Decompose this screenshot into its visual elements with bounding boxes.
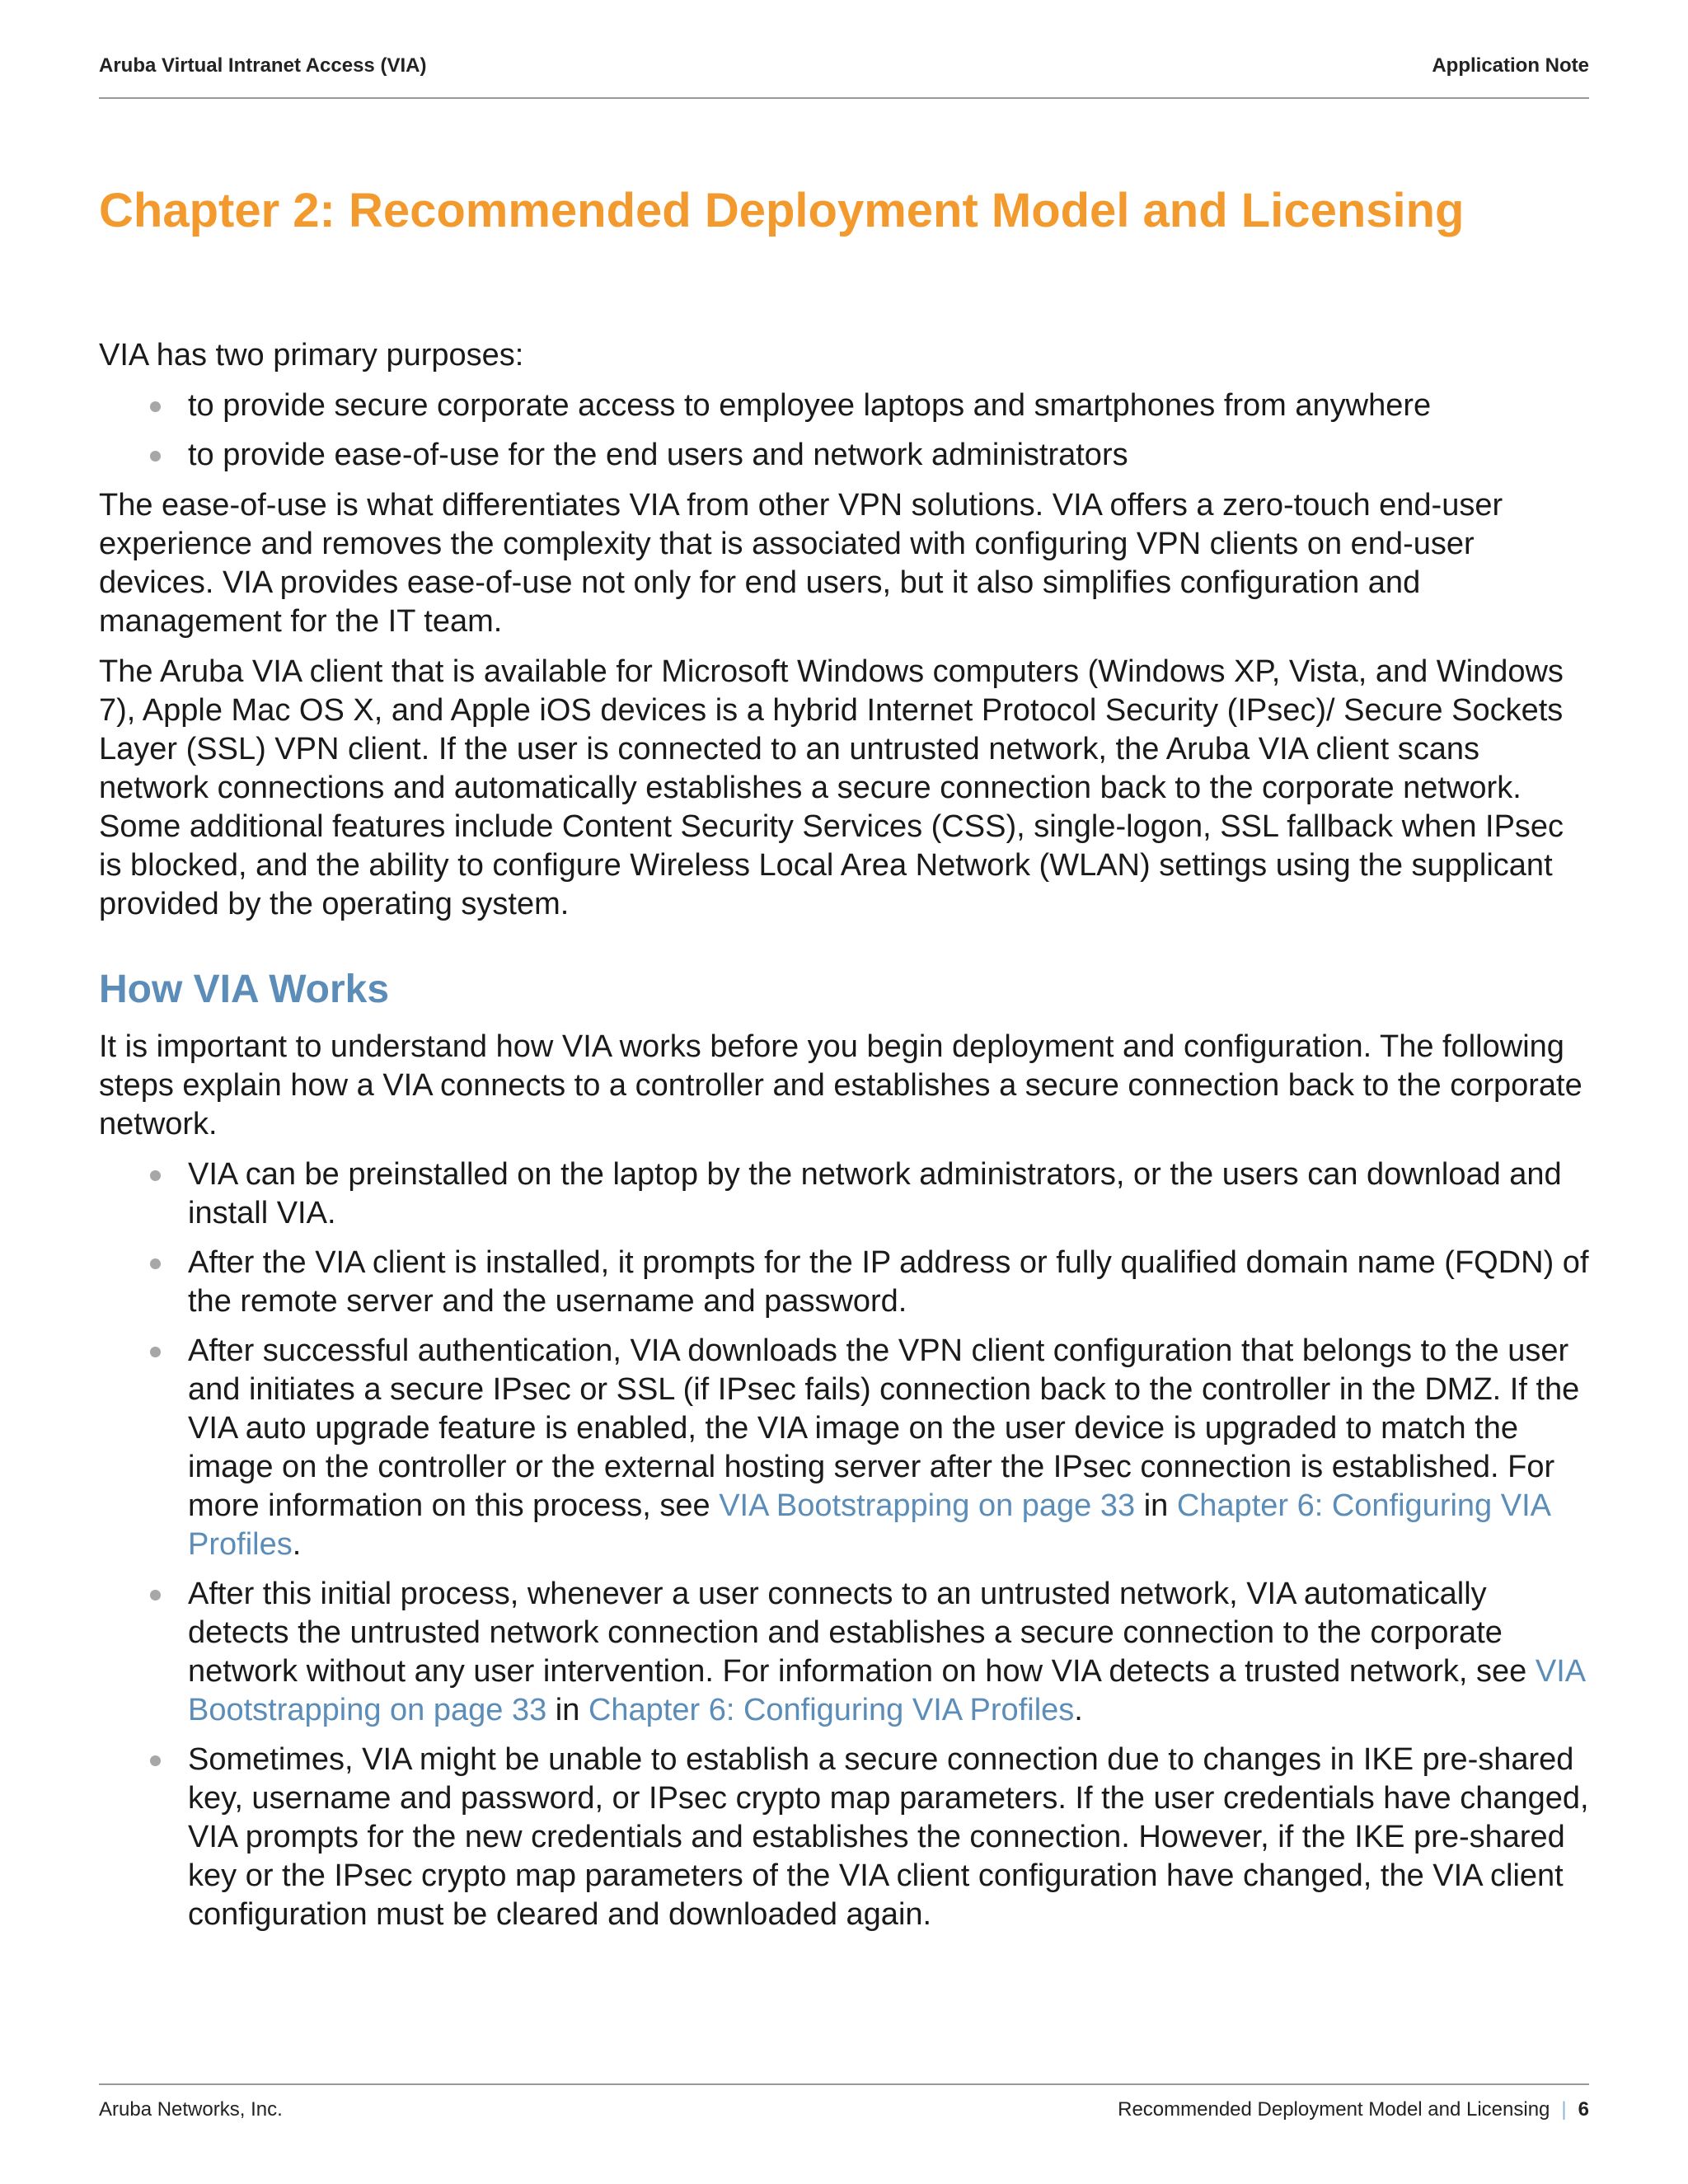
list-item-text: VIA can be preinstalled on the laptop by the network administrators, or the users can download and install VIA. <box>188 1157 1562 1230</box>
list-item-text: After the VIA client is installed, it prompts for the IP address or fully qualified domain name (FQDN) of the remote server and the username and password. <box>188 1245 1589 1319</box>
link-chapter-6[interactable]: Chapter 6: Configuring VIA Profiles <box>188 1488 1550 1562</box>
footer-section-title: Recommended Deployment Model and Licensing <box>1118 2098 1550 2121</box>
page-body <box>99 336 1591 1946</box>
page-number: 6 <box>1578 2098 1589 2121</box>
footer-separator: | <box>1561 2098 1567 2121</box>
chapter-title: Chapter 2: Recommended Deployment Model and Licensing <box>99 184 1465 237</box>
link-via-bootstrapping[interactable]: VIA Bootstrapping on page 33 <box>188 1654 1584 1727</box>
bullet-icon <box>150 1590 161 1601</box>
list-item <box>188 1244 1591 1321</box>
bullet-icon <box>150 1170 161 1181</box>
page-header <box>99 51 1589 81</box>
footer-right <box>1118 2098 1589 2121</box>
footer-company: Aruba Networks, Inc. <box>99 2098 283 2121</box>
header-doc-title: Aruba Virtual Intranet Access (VIA) <box>99 54 427 77</box>
list-item-text: to provide secure corporate access to employee laptops and smartphones from anywhere <box>188 388 1432 423</box>
header-doc-type: Application Note <box>1432 54 1589 77</box>
bullet-icon <box>150 1347 161 1357</box>
list-item-text: . <box>292 1527 302 1562</box>
intro-lead: VIA has two primary purposes: <box>99 338 524 373</box>
link-via-bootstrapping[interactable]: VIA Bootstrapping on page 33 <box>719 1488 1136 1523</box>
list-item <box>188 387 1591 425</box>
list-item-text: to provide ease-of-use for the end users and network administrators <box>188 438 1128 472</box>
list-item-text: . <box>1074 1693 1083 1727</box>
list-item-text: After this initial process, whenever a user connects to an untrusted network, VIA automatically detects the untrusted network connection and establishes a secure connection to the corporate network without any user intervention. For information on how VIA detects a trusted network, see <box>188 1577 1536 1689</box>
list-item-text: in <box>1135 1488 1177 1523</box>
list-item-text: After successful authentication, VIA downloads the VPN client configuration that belongs to the user and initiates a secure IPsec or SSL (if IPsec fails) connection back to the controller in the DMZ. If the VIA auto upgrade feature is enabled, the VIA image on the user device is upgraded to match the image on the controller or the external hosting server after the IPsec connection is established. For more information on this process, see <box>188 1333 1580 1523</box>
list-item <box>188 436 1591 475</box>
intro-paragraph-client: The Aruba VIA client that is available for Microsoft Windows computers (Windows XP, Vista, and Windows 7), Apple Mac OS X, and Apple iOS devices is a hybrid Internet Protocol Security (IPsec)/ Secure Sockets Layer (SSL) VPN client. If the user is connected to an untrusted network, the Aruba VIA client scans network connections and automatically establishes a secure connection back to the corporate network. Some additional features include Content Security Services (CSS), single-logon, SSL fallback when IPsec is blocked, and the ability to configure Wireless Local Area Network (WLAN) settings using the supplicant provided by the operating system. <box>99 654 1564 921</box>
list-item-text: Sometimes, VIA might be unable to establish a secure connection due to changes in IKE pre-shared key, username and password, or IPsec crypto map parameters. If the user credentials have changed, VIA prompts for the new credentials and establishes the connection. However, if the IKE pre-shared key or the IPsec crypto map parameters of the VIA client configuration have changed, the VIA client configuration must be cleared and downloaded again. <box>188 1742 1589 1932</box>
bullet-icon <box>150 1258 161 1269</box>
footer-divider <box>99 2083 1589 2085</box>
section-title-how-via-works: How VIA Works <box>99 968 390 1011</box>
list-item <box>188 1155 1591 1233</box>
steps-list <box>99 1155 1591 1934</box>
intro-paragraph-ease-of-use: The ease-of-use is what differentiates VIA from other VPN solutions. VIA offers a zero-touch end-user experience and removes the complexity that is associated with configuring VPN clients on end-user devices. VIA provides ease-of-use not only for end users, but it also simplifies configuration and management for the IT team. <box>99 488 1503 639</box>
link-chapter-6[interactable]: Chapter 6: Configuring VIA Profiles <box>588 1693 1075 1727</box>
header-divider <box>99 97 1589 99</box>
how-intro-paragraph: It is important to understand how VIA works before you begin deployment and configuration. The following steps explain how a VIA connects to a controller and establishes a secure connection back to the corporate network. <box>99 1029 1582 1141</box>
purpose-list <box>99 387 1591 475</box>
bullet-icon <box>150 401 161 412</box>
list-item <box>188 1332 1591 1564</box>
list-item <box>188 1575 1591 1730</box>
list-item <box>188 1741 1591 1934</box>
list-item-text: in <box>546 1693 588 1727</box>
bullet-icon <box>150 1755 161 1766</box>
bullet-icon <box>150 451 161 462</box>
page-footer <box>99 2098 1589 2126</box>
